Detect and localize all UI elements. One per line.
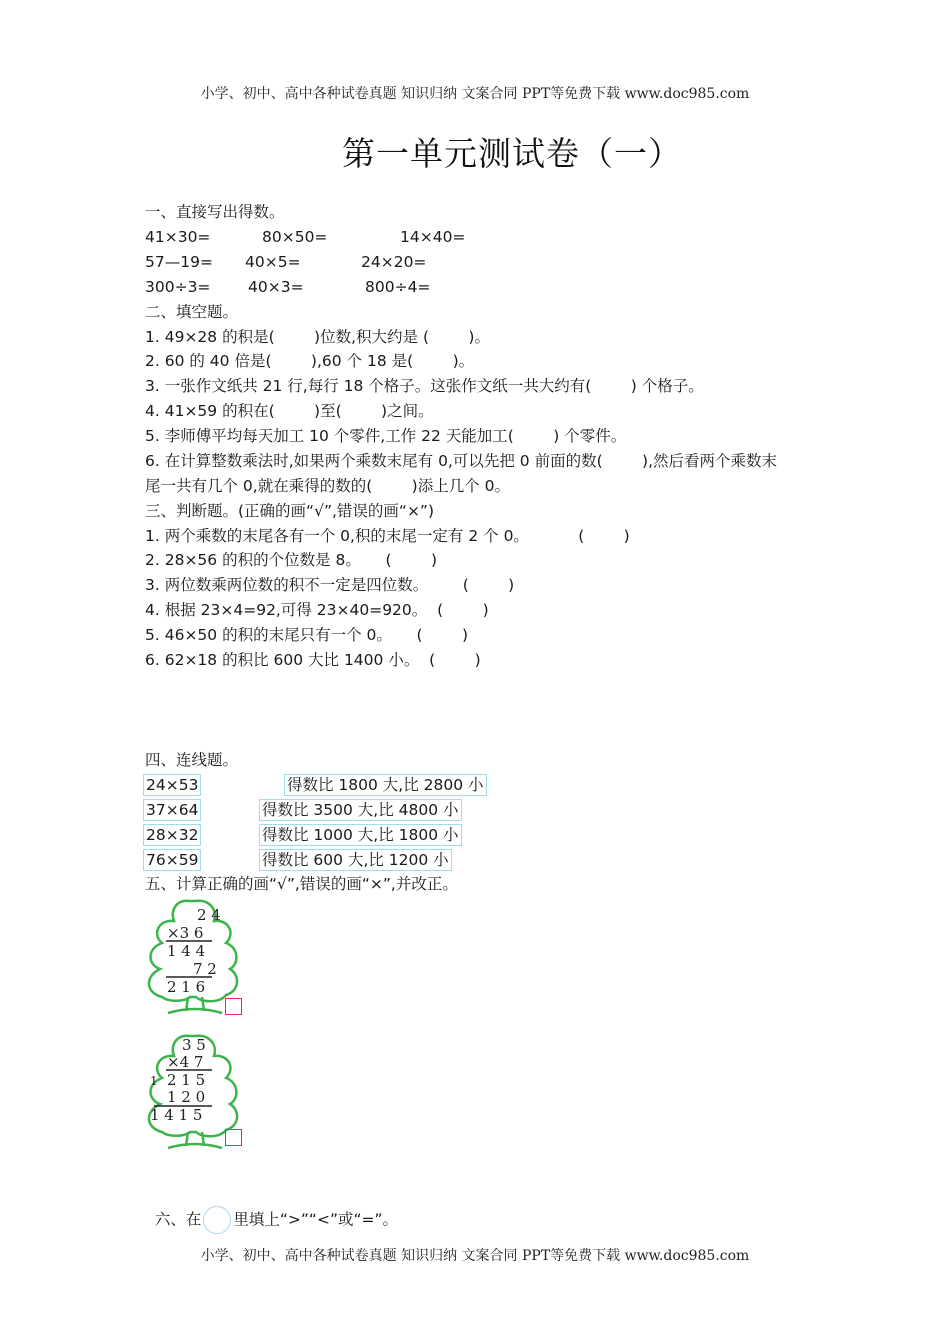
judge-item: 2. 28×56 的积的个位数是 8。 ( ): [145, 551, 438, 569]
calc-item: 300÷3=: [145, 278, 211, 296]
fill-item: 1. 49×28 的积是( )位数,积大约是 ( )。: [145, 328, 490, 346]
judge-item: 1. 两个乘数的末尾各有一个 0,积的末尾一定有 2 个 0。 ( ): [145, 527, 630, 545]
calc-item: 40×3=: [248, 278, 304, 296]
fill-item: 5. 李师傅平均每天加工 10 个零件,工作 22 天能加工( ) 个零件。: [145, 427, 627, 445]
tree-2-multiplier: ×4 7: [167, 1053, 204, 1071]
fill-item: 2. 60 的 40 倍是( ),60 个 18 是( )。: [145, 352, 475, 370]
page-footer: 小学、初中、高中各种试卷真题 知识归纳 文案合同 PPT等免费下载 www.doc985.com: [200, 1248, 750, 1264]
calc-item: 57—19=: [145, 253, 213, 271]
match-right-item[interactable]: 得数比 3500 大,比 4800 小: [259, 799, 462, 821]
tree-2-carry: 1: [150, 1074, 158, 1088]
tree-1-multiplicand: 2 4: [197, 906, 221, 924]
judge-item: 5. 46×50 的积的末尾只有一个 0。 ( ): [145, 626, 469, 644]
section-3-heading: 三、判断题。(正确的画“√”,错误的画“×”): [145, 502, 435, 520]
tree-1-partial-2: 7 2: [193, 960, 217, 978]
calc-item: 14×40=: [400, 228, 466, 246]
calc-item: 800÷4=: [365, 278, 431, 296]
tree-2-multiplicand: 3 5: [182, 1036, 206, 1054]
calc-item: 80×50=: [262, 228, 328, 246]
match-right-item[interactable]: 得数比 1000 大,比 1800 小: [259, 824, 462, 846]
tree-1-partial-1: 1 4 4: [167, 942, 206, 960]
page-header: 小学、初中、高中各种试卷真题 知识归纳 文案合同 PPT等免费下载 www.doc985.com: [200, 86, 750, 102]
page-title: 第一单元测试卷（一）: [342, 134, 682, 173]
tree-1-checkbox[interactable]: [225, 998, 242, 1015]
tree-2-partial-2: 1 2 0: [167, 1088, 206, 1106]
fill-item: 尾一共有几个 0,就在乘得的数的( )添上几个 0。: [145, 477, 511, 495]
match-left-item[interactable]: 37×64: [143, 799, 201, 821]
tree-2-partial-1: 2 1 5: [167, 1071, 206, 1089]
section-1-heading: 一、直接写出得数。: [145, 203, 285, 221]
section-2-heading: 二、填空题。: [145, 303, 239, 321]
section-4-heading: 四、连线题。: [145, 751, 239, 769]
tree-1-trunk: [168, 997, 222, 1013]
match-left-item[interactable]: 28×32: [143, 824, 201, 846]
tree-1-multiplier: ×3 6: [167, 924, 204, 942]
calc-item: 41×30=: [145, 228, 211, 246]
tree-2-trunk: [168, 1132, 222, 1148]
calc-item: 40×5=: [245, 253, 301, 271]
fill-item: 4. 41×59 的积在( )至( )之间。: [145, 402, 434, 420]
match-left-item[interactable]: 24×53: [143, 774, 201, 796]
section-5-heading: 五、计算正确的画“√”,错误的画“×”,并改正。: [145, 875, 458, 893]
fill-item: 3. 一张作文纸共 21 行,每行 18 个格子。这张作文纸一共大约有( ) 个格子。: [145, 377, 704, 395]
judge-item: 6. 62×18 的积比 600 大比 1400 小。 ( ): [145, 651, 481, 669]
calc-item: 24×20=: [361, 253, 427, 271]
tree-2-product: 1 4 1 5: [150, 1106, 203, 1124]
match-left-item[interactable]: 76×59: [143, 849, 201, 871]
match-right-item[interactable]: 得数比 1800 大,比 2800 小: [284, 774, 487, 796]
match-right-item[interactable]: 得数比 600 大,比 1200 小: [259, 849, 452, 871]
judge-item: 3. 两位数乘两位数的积不一定是四位数。 ( ): [145, 576, 515, 594]
comparison-circle-icon: [203, 1206, 231, 1234]
tree-1-product: 2 1 6: [167, 978, 206, 996]
fill-item: 6. 在计算整数乘法时,如果两个乘数末尾有 0,可以先把 0 前面的数( ),然后看两个乘数末: [145, 452, 778, 470]
section-6-prefix: 六、在: [154, 1210, 202, 1229]
tree-2-checkbox[interactable]: [225, 1129, 242, 1146]
section-6-heading: [145, 1180, 398, 1234]
section-6-suffix: 里填上“>”“<”或“=”。: [233, 1210, 399, 1229]
judge-item: 4. 根据 23×4=92,可得 23×40=920。 ( ): [145, 601, 489, 619]
